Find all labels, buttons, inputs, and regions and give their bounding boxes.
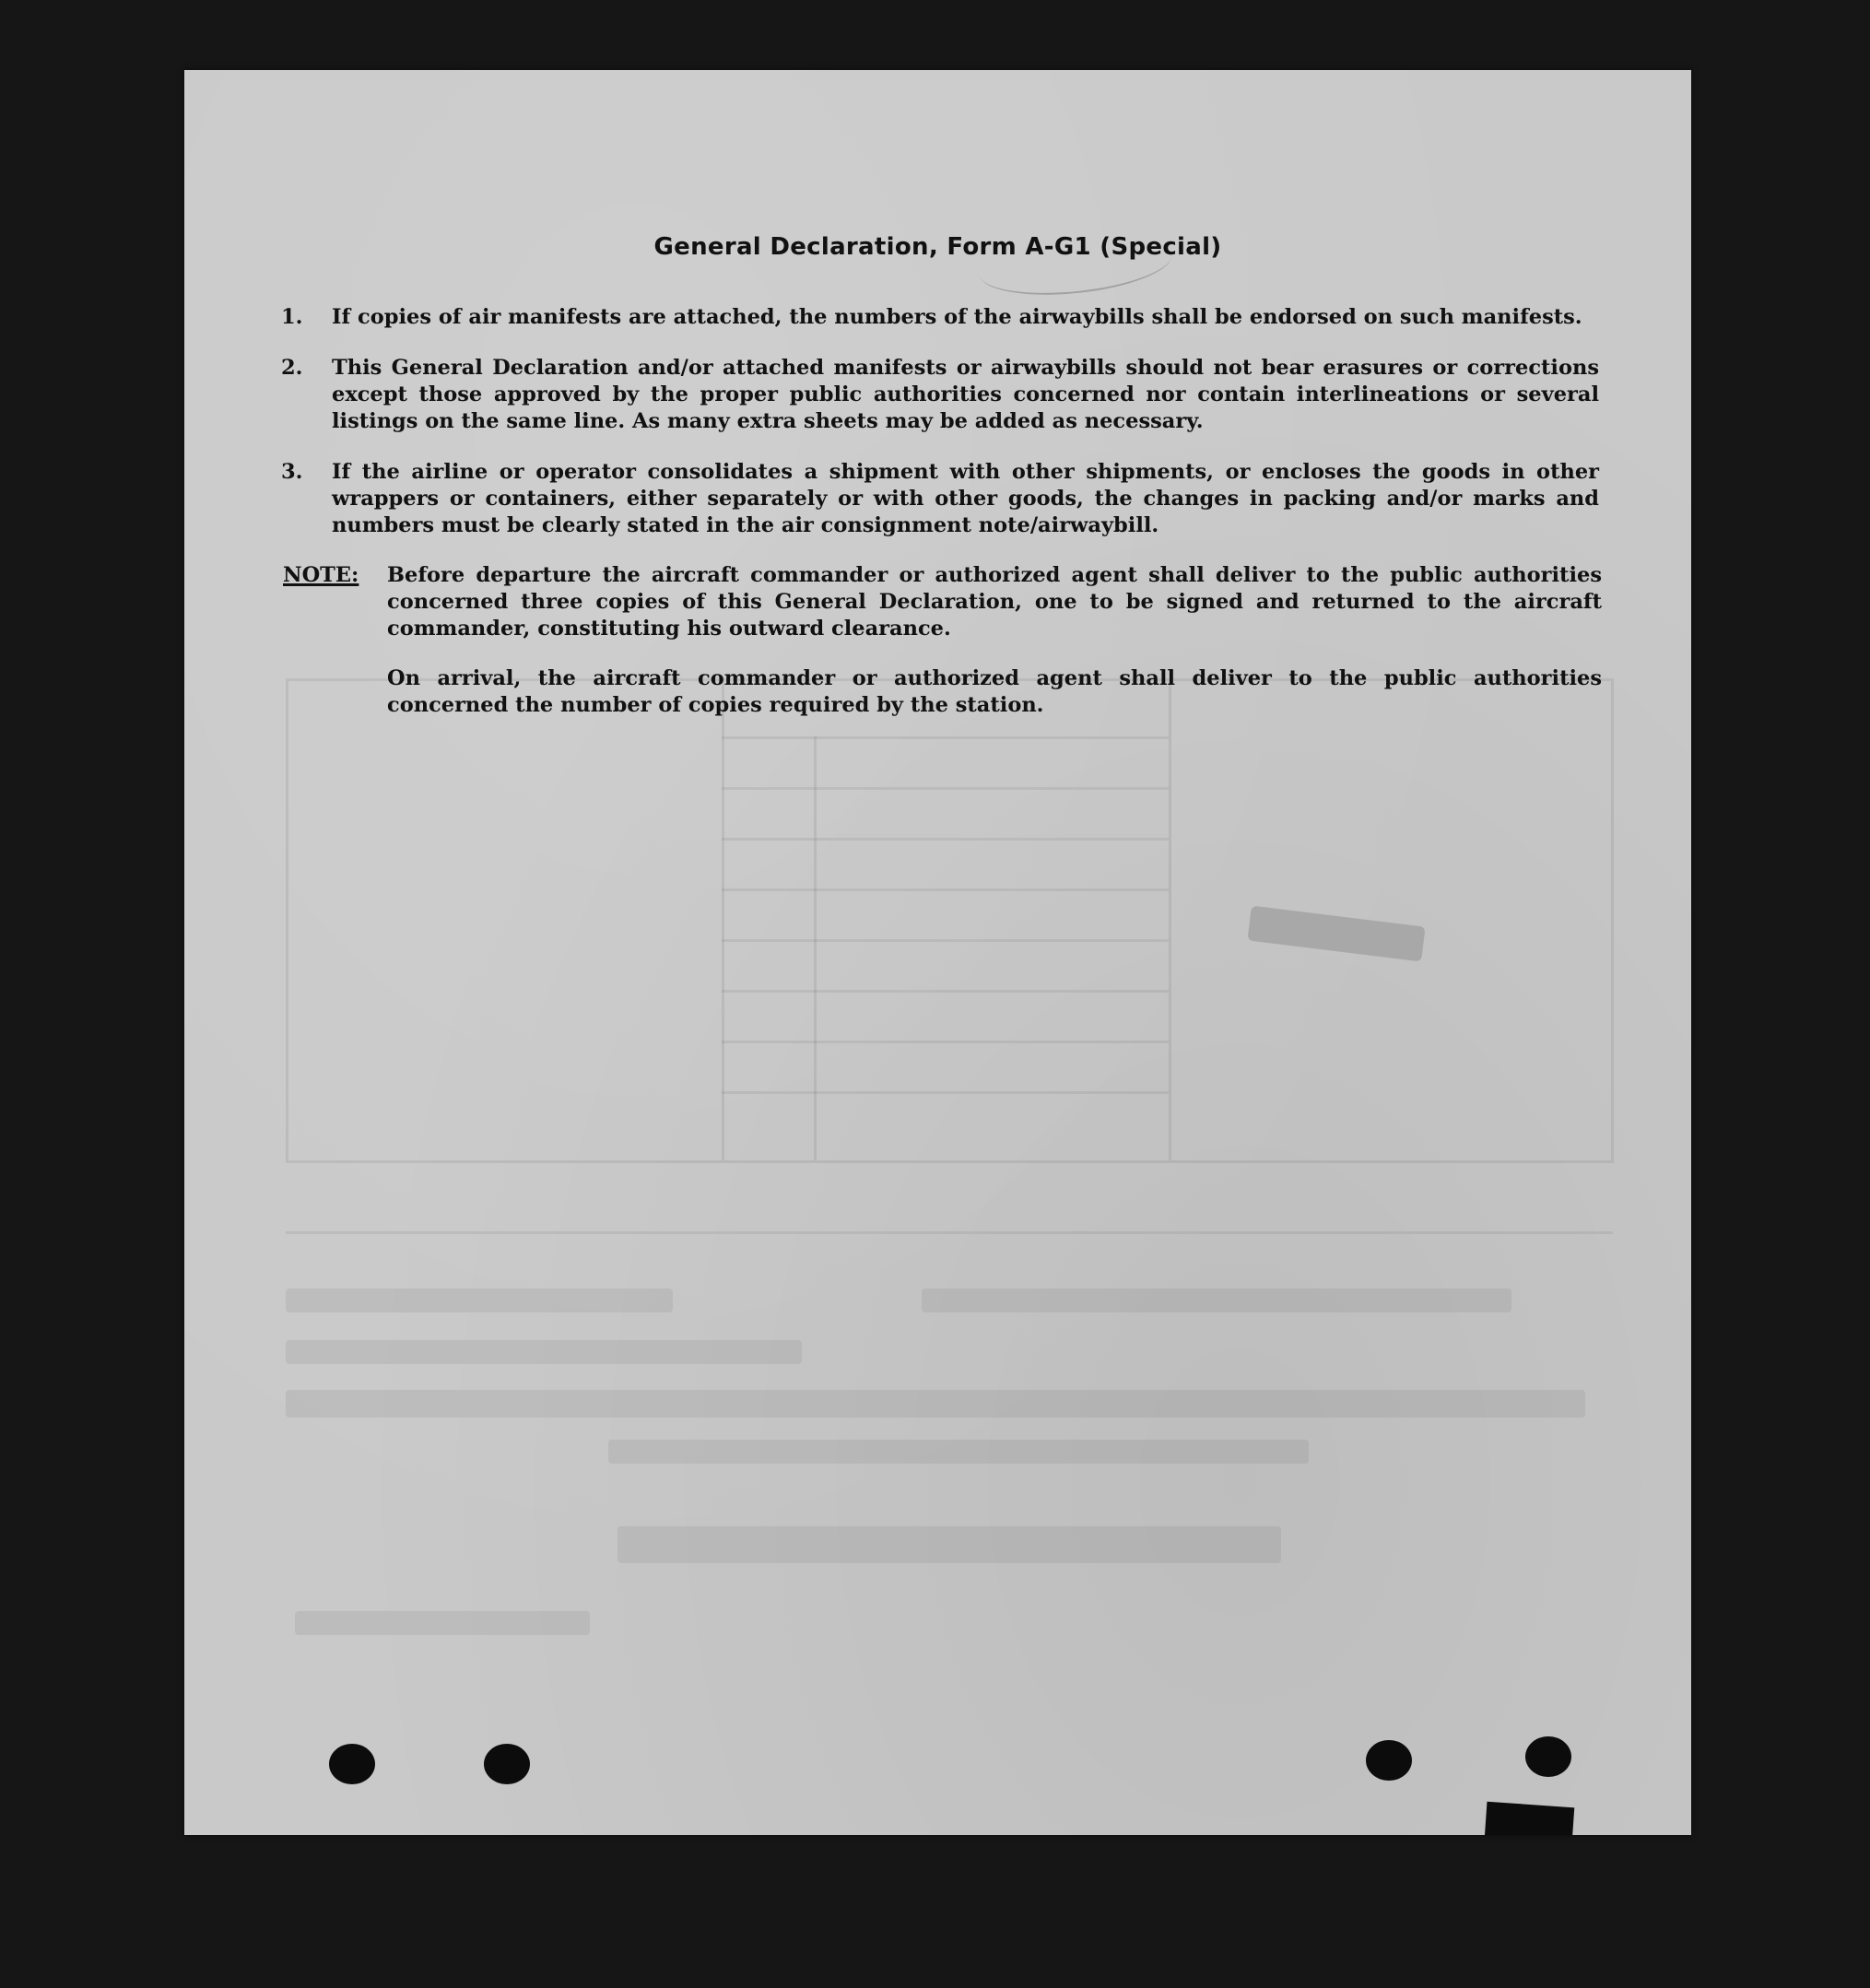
item-text: This General Declaration and/or attached manifests or airwaybills should not bear erasures or corrections except those approved by the proper public authorities concerned nor contain interlineations or several listings on the same line. As many extra sheets may be added as necessary. bbox=[332, 356, 1599, 433]
item-number: 2. bbox=[281, 356, 303, 380]
bleed-through-text bbox=[617, 1526, 1281, 1563]
instruction-item-3 bbox=[281, 459, 1599, 539]
item-number: 1. bbox=[281, 305, 303, 329]
item-text: If the airline or operator consolidates a shipment with other shipments, or encloses the goods in other wrappers or containers, either separately or with other goods, the changes in packing and/or marks and numbers must be clearly stated in the air consignment note/airwaybill. bbox=[332, 460, 1599, 537]
note-label: NOTE: bbox=[283, 563, 359, 587]
note-paragraph-1: Before departure the aircraft commander or authorized agent shall deliver to the public authorities concerned three copies of this General Declaration, one to be signed and returned to the aircraft commander, constituting his outward clearance. bbox=[387, 563, 1602, 641]
instruction-item-2 bbox=[281, 355, 1599, 435]
document-page bbox=[184, 70, 1691, 1835]
torn-corner bbox=[1485, 1802, 1575, 1835]
bleed-through-text bbox=[922, 1288, 1511, 1312]
punch-hole bbox=[1525, 1736, 1571, 1777]
item-text: If copies of air manifests are attached, the numbers of the airwaybills shall be endorsed on such manifests. bbox=[332, 305, 1582, 329]
bleed-through-text bbox=[295, 1611, 590, 1635]
instruction-item-1 bbox=[281, 304, 1599, 331]
punch-hole bbox=[1366, 1740, 1412, 1781]
punch-hole bbox=[329, 1744, 375, 1784]
item-number: 3. bbox=[281, 460, 303, 484]
bleed-through-text bbox=[286, 1288, 673, 1312]
bleed-through-text bbox=[286, 1390, 1585, 1417]
document-title: General Declaration, Form A-G1 (Special) bbox=[653, 233, 1222, 261]
bleed-through-text bbox=[608, 1440, 1309, 1464]
punch-hole bbox=[484, 1744, 530, 1784]
bleed-through-rule bbox=[286, 1231, 1613, 1234]
bleed-through-text bbox=[286, 1340, 802, 1364]
note-paragraph-2: On arrival, the aircraft commander or authorized agent shall deliver to the public authorities concerned the number of copies required by the station. bbox=[387, 666, 1602, 717]
bleed-through-table bbox=[286, 678, 1614, 1163]
